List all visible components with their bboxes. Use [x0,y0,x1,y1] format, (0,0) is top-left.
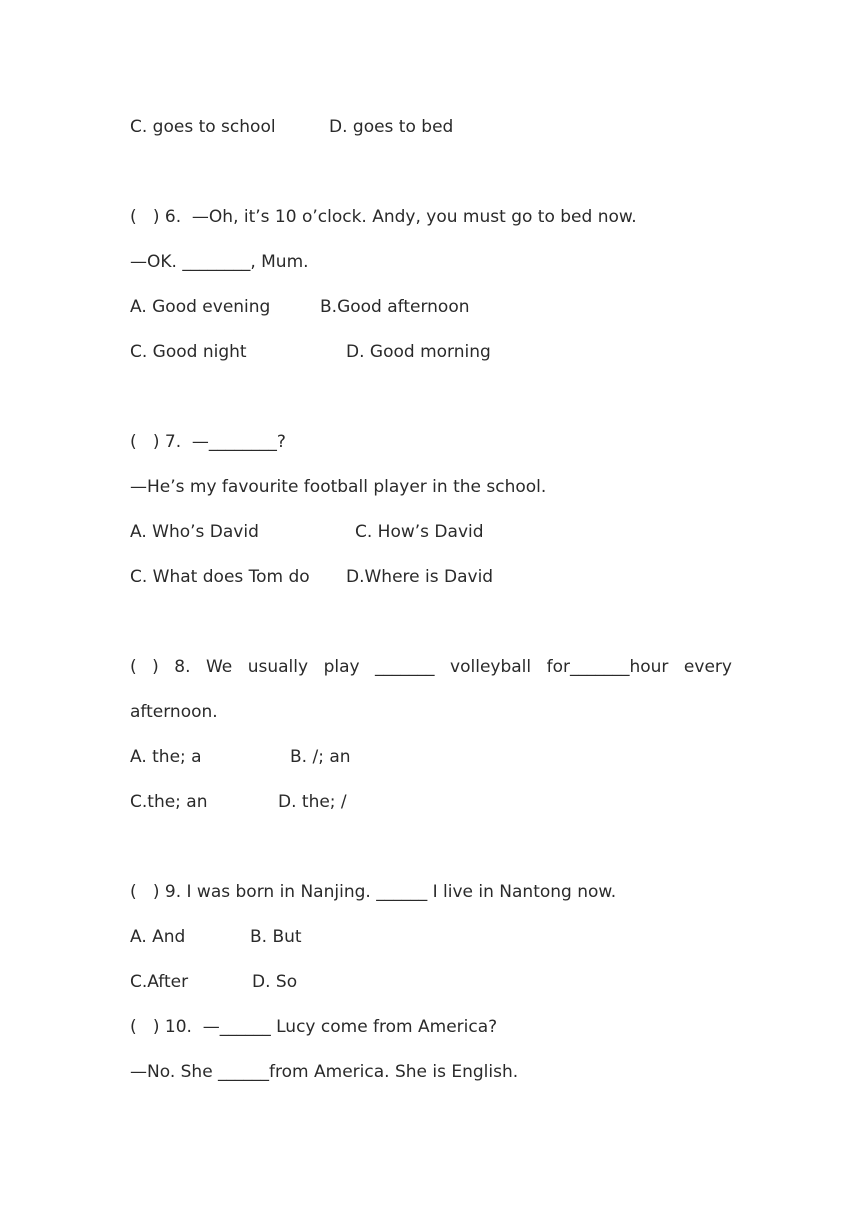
q10-reply: —No. She ______from America. She is English. [130,1062,519,1082]
q8-word: _______ [375,657,435,677]
q9-option-a: A. And [130,927,186,947]
q8-stem-cont: afternoon. [130,702,218,722]
q8-option-a: A. the; a [130,747,202,767]
q9-stem: ( ) 9. I was born in Nanjing. ______ I live in Nantong now. [130,882,617,902]
q9-option-b: B. But [250,927,302,947]
q6-option-a: A. Good evening [130,297,271,317]
q8-option-c: C.the; an [130,792,208,812]
q6-option-d: D. Good morning [346,342,491,362]
q8-stem [130,656,732,678]
q8-word: play [323,657,360,677]
q8-word: every [683,657,732,677]
q7-option-c: C. What does Tom do [130,567,310,587]
q8-word: volleyball [450,657,532,677]
q8-word: for_______hour [546,657,669,677]
q7-stem: ( ) 7. —________? [130,432,286,452]
q8-option-d: D. the; / [278,792,347,812]
q8-word: We [205,657,233,677]
q7-reply: —He’s my favourite football player in the school. [130,477,547,497]
q5-option-c: C. goes to school [130,117,276,137]
q8-word: usually [247,657,309,677]
q6-reply: —OK. ________, Mum. [130,252,309,272]
q8-word: ) [152,657,159,677]
q7-option-d: D.Where is David [346,567,494,587]
q8-word: 8. [174,657,191,677]
q10-stem: ( ) 10. —______ Lucy come from America? [130,1017,498,1037]
q6-option-b: B.Good afternoon [320,297,470,317]
q9-option-d: D. So [252,972,298,992]
q9-option-c: C.After [130,972,189,992]
q8-word: ( [130,657,137,677]
q6-stem: ( ) 6. —Oh, it’s 10 o’clock. Andy, you must go to bed now. [130,207,637,227]
q6-option-c: C. Good night [130,342,247,362]
q5-option-d: D. goes to bed [329,117,454,137]
q7-option-a: A. Who’s David [130,522,259,542]
q7-option-b: C. How’s David [355,522,484,542]
q8-option-b: B. /; an [290,747,351,767]
